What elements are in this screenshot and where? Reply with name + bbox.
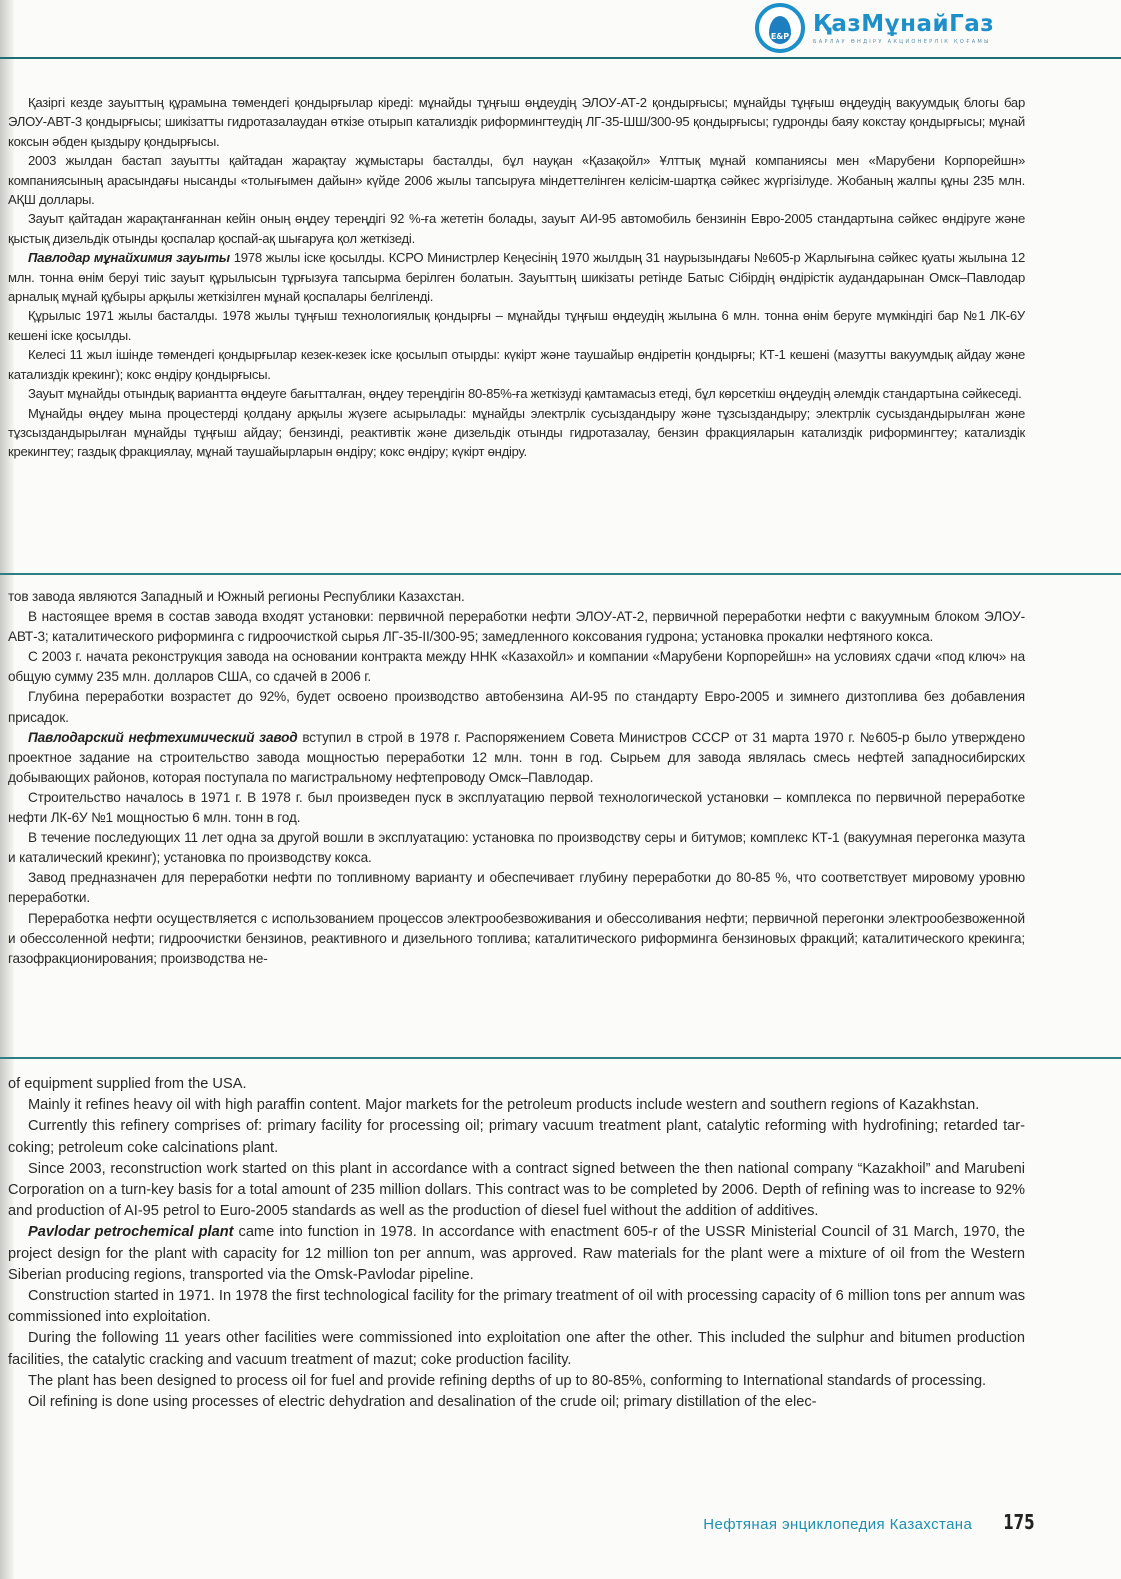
- kazakh-text-section: [8, 93, 1025, 462]
- paragraph: [8, 345, 1025, 384]
- page-footer: [640, 1510, 1040, 1540]
- paragraph-text: В течение последующих 11 лет одна за другой вошли в эксплуатацию: установка по производству серы и битумов; комплекс КТ-1 (вакуумная перегонка мазута и каталический крекинг); установка по производству кокса.: [8, 830, 1025, 866]
- section-divider-1: [0, 573, 1121, 575]
- logo-text: [813, 11, 994, 45]
- paragraph-text: Зауыт мұнайды отындық вариантта өңдеуге бағытталған, өңдеу тереңдігін 80-85%-ға жеткізуді қамтамасыз етеді, бұл көрсеткіш өңдеудің әлемдік стандартына сәйкеседі.: [28, 386, 1022, 402]
- paragraph: [8, 868, 1025, 908]
- paragraph: [8, 1328, 1025, 1370]
- paragraph-text: Since 2003, reconstruction work started on this plant in accordance with a contract signed between the then national company “Kazakhoil” and Marubeni Corporation on a turn-key basis for a total amount of 235 million dollars. This contract was to be completed by 2006. Depth of refining was to increase to 92% and production of AI-95 petrol to Euro-2005 standards as well as the production of diesel fuel without the addition of additives.: [8, 1160, 1025, 1220]
- paragraph-text: Келесі 11 жыл ішінде төмендегі қондырғылар кезек-кезек іске қосылып отырды: күкірт және таушайыр өндіретін қондырғы; КТ-1 кешені (мазутты вакуумдық айдау және катализдік крекинг); кокс өндіру қондырғысы.: [8, 347, 1025, 382]
- paragraph: [8, 384, 1025, 403]
- paragraph-lead: Павлодар мұнайхимия зауыты: [28, 250, 230, 266]
- page-number: 175: [1003, 1510, 1035, 1534]
- paragraph: [8, 1095, 1025, 1116]
- logo-badge-icon: [755, 3, 805, 53]
- paragraph-text: Мұнайды өңдеу мына процестерді қолдану арқылы жүзеге асырылады: мұнайды электрлік сусыздандыру және тұзсыздандыру; электрлік сусыздандырылған және тұзсыздандырылған мұнайды тұңғыш айдау; бензинді, реактивтік және дизельдік отынды гидротазалау, бензин фракцияларын катализдік риформингтеу; катализдік крекингтеу; газдық фракциялау, мұнай таушайырларын өндіру; кокс өндіру; күкірт өндіру.: [8, 405, 1025, 460]
- section-divider-2: [0, 1057, 1121, 1059]
- paragraph: [8, 909, 1025, 969]
- paragraph-text: Қазіргі кезде зауыттың құрамына төмендегі қондырғылар кіреді: мұнайды тұңғыш өңдеудің ЭЛОУ-АТ-2 қондырғысы; мұнайды тұңғыш өңдеудің вакуумдық блогы бар ЭЛОУ-АВТ-3 қондырғысы; шикізатты гидротазалаудан өткізе отырып катализдік риформингтеудің ЛГ-35-ШШ/300-95 қондырғысы; гудронды баяу кокстау қондырғысы; мұнай коксын әбден қыздыру қондырғысы.: [8, 95, 1025, 149]
- paragraph-text: came into function in 1978. In accordance with enactment 605-r of the USSR Ministerial Council of 31 March, 1970, the project design for the plant with capacity for 12 million ton per annum, was approved. Raw materials for the plant were a mixture of oil from the Western Siberian producing regions, transported via the Omsk-Pavlodar pipeline.: [8, 1224, 1025, 1283]
- paragraph: [8, 1371, 1025, 1392]
- paragraph: [8, 1286, 1025, 1328]
- paragraph-text: During the following 11 years other facilities were commissioned into exploitation one after the other. This included the sulphur and bitumen production facilities, the catalytic cracking and vacuum treatment of mazut; coke production facility.: [8, 1330, 1025, 1368]
- paragraph: [8, 1392, 1025, 1413]
- paragraph: [8, 1222, 1025, 1286]
- paragraph: [8, 1074, 1025, 1095]
- paragraph-text: Oil refining is done using processes of electric dehydration and desalination of the crude oil; primary distillation of the elec-: [28, 1394, 817, 1411]
- paragraph: [8, 404, 1025, 462]
- logo-badge-label: E&P: [770, 32, 790, 41]
- paragraph-lead: Павлодарский нефтехимический завод: [28, 729, 298, 745]
- paragraph-text: вступил в строй в 1978 г. Распоряжением Совета Министров СССР от 31 марта 1970 г. №605-р было утверждено проектное задание на строительство завода мощностью переработки 12 млн. тонн в год. Сырьем для завода являлась смесь нефтей западносибирских добывающих районов, которая поступала по магистральному нефтепроводу Омск–Павлодар.: [8, 729, 1025, 785]
- paragraph-text: Currently this refinery comprises of: primary facility for processing oil; primary vacuum treatment plant, catalytic reforming with hydrofining; retarded tar-coking; petroleum coke calcinations plant.: [8, 1118, 1025, 1156]
- russian-text-section: [8, 587, 1025, 969]
- paragraph: [8, 607, 1025, 647]
- paragraph-text: Переработка нефти осуществляется с использованием процессов электрообезвоживания и обессоливания нефти; первичной перегонки электрообезвоженной и обессоленной нефти; гидроочистки бензинов, реактивного и дизельного топлива; каталитического риформинга бензиновых фракций; каталитического крекинга; газофракционирования; производства не-: [8, 910, 1025, 966]
- paragraph-text: Құрылыс 1971 жылы басталды. 1978 жылы тұңғыш технологиялық қондырғы – мұнайды тұңғыш өңдеудің жылына 6 млн. тонна өнім беруге мүмкіндігі бар №1 ЛК-6У кешені іске қосылды.: [8, 308, 1025, 343]
- paragraph-text: The plant has been designed to process oil for fuel and provide refining depths of up to 80-85%, conforming to International standards of processing.: [28, 1372, 987, 1389]
- paragraph: [8, 151, 1025, 209]
- paragraph: [8, 1116, 1025, 1158]
- paragraph-text: Зауыт қайтадан жарақтанғаннан кейін оның өңдеу тереңдігі 92 %-ға жететін болады, зауыт АИ-95 автомобиль бензинін Евро-2005 стандартына сәйкес өндіруге және қыстық дизельдік отынды қоспалар қоспай-ақ шығаруға қол жеткізеді.: [8, 211, 1025, 246]
- paragraph-text: Завод предназначен для переработки нефти по топливному варианту и обеспечивает глубину переработки до 80-85 %, что соответствует мировому уровню переработки.: [8, 870, 1025, 906]
- oil-drop-icon: [769, 16, 791, 44]
- paragraph-lead: Pavlodar petrochemical plant: [28, 1224, 234, 1241]
- paragraph-text: 2003 жылдан бастап зауытты қайтадан жарақтау жұмыстары басталды, бұл науқан «Қазақойл» Ұлттық мұнай компаниясы мен «Марубени Корпорейшн» компаниясының арасындағы нысанды «толығымен дайын» күйде 2006 жылы тапсыруға міндеттелінген келісім-шартқа сәйкес жүргізілуде. Жобаның жалпы құны 235 млн. АҚШ доллары.: [8, 153, 1025, 208]
- paragraph: [8, 93, 1025, 151]
- header-rule: [0, 57, 1121, 59]
- english-text-section: [8, 1074, 1025, 1413]
- paragraph: [8, 647, 1025, 687]
- paragraph-text: Строительство началось в 1971 г. В 1978 г. был произведен пуск в эксплуатацию первой технологической установки – комплекса по первичной переработке нефти ЛК-6У №1 мощностью 6 млн. тонн в год.: [8, 789, 1025, 826]
- paragraph: [8, 828, 1025, 868]
- brand-tagline: БАРЛАУ ӨНДІРУ АКЦИОНЕРЛІК ҚОҒАМЫ: [813, 39, 991, 45]
- paragraph-text: С 2003 г. начата реконструкция завода на основании контракта между ННК «Казахойл» и компании «Марубени Корпорейшн» на условиях сдачи «под ключ» на общую сумму 235 млн. долларов США, со сдачей в 2006 г.: [8, 649, 1025, 685]
- paragraph: [8, 587, 1025, 607]
- paragraph-text: тов завода являются Западный и Южный регионы Республики Казахстан.: [8, 589, 465, 604]
- paragraph-text: Глубина переработки возрастет до 92%, будет освоено производство автобензина АИ-95 по стандарту Евро-2005 и зимнего дизтоплива без добавления присадок.: [8, 689, 1025, 725]
- paragraph-text: В настоящее время в состав завода входят установки: первичной переработки нефти ЭЛОУ-АТ-2, первичной переработки нефти с вакуумным блоком ЭЛОУ-АВТ-3; каталитического риформинга с гидроочисткой сырья ЛГ-35-II/300-95; замедленного коксования гудрона; установка прокалки нефтяного кокса.: [8, 609, 1025, 645]
- paragraph-text: 1978 жылы іске қосылды. КСРО Министрлер Кеңесінің 1970 жылдың 31 наурызындағы №605-р Жарлығына сәйкес қуаты жылына 12 млн. тонна өнім беруі тиіс зауыт құрылысын тұрғызуға тапсырма берілген болатын. Зауыттың шикізаты ретінде Батыс Сібірдің өндірістік аудандарынан Омск–Павлодар арналық мұнай құбыры арқылы жеткізілген мұнай қоспалары белгіленді.: [8, 250, 1025, 305]
- kazmunaigaz-logo: [755, 0, 1055, 56]
- paragraph: [8, 788, 1025, 828]
- footer-title: Нефтяная энциклопедия Казахстана: [703, 1516, 973, 1533]
- paragraph-text: of equipment supplied from the USA.: [8, 1076, 247, 1092]
- paragraph: [8, 248, 1025, 306]
- paragraph: [8, 687, 1025, 727]
- paragraph-text: Construction started in 1971. In 1978 the first technological facility for the primary treatment of oil with processing capacity of 6 million tons per annum was commissioned into exploitation.: [8, 1288, 1025, 1326]
- paragraph: [8, 306, 1025, 345]
- paragraph: [8, 728, 1025, 788]
- paragraph-text: Mainly it refines heavy oil with high paraffin content. Major markets for the petroleum products include western and southern regions of Kazakhstan.: [28, 1097, 980, 1114]
- brand-name: ҚазМұнайГаз: [813, 11, 995, 37]
- paragraph: [8, 209, 1025, 248]
- paragraph: [8, 1159, 1025, 1223]
